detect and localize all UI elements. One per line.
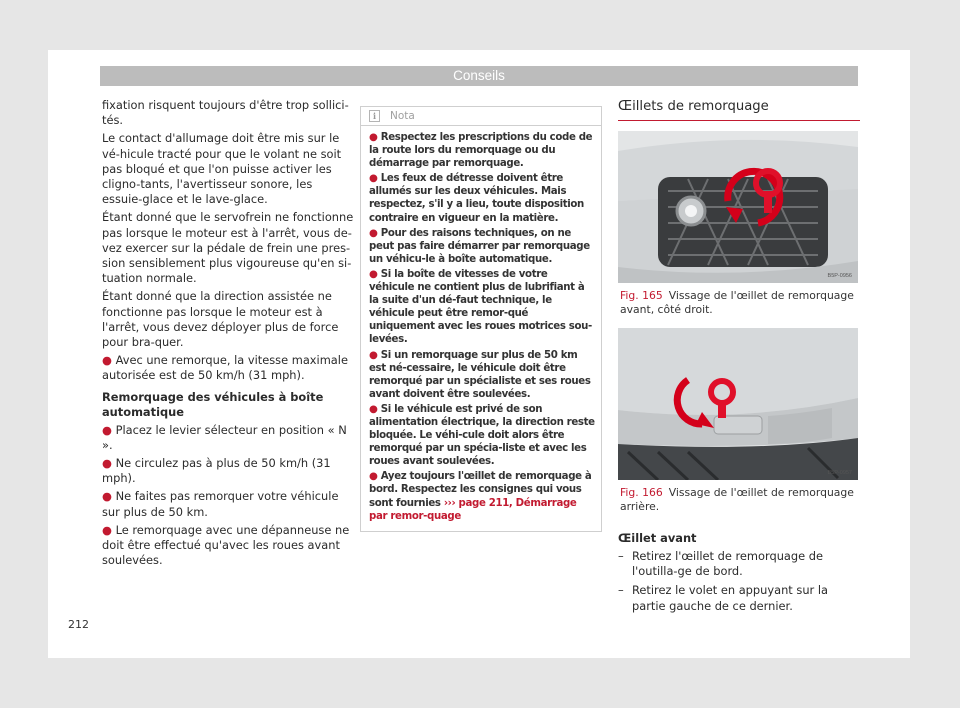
bullet-dot-icon: ●: [369, 173, 378, 185]
figure-caption: Fig. 165 Vissage de l'œillet de remorquage avant, côté droit.: [620, 289, 854, 316]
bullet-item: ● Ne circulez pas à plus de 50 km/h (31 mph).: [102, 456, 331, 486]
figure-front-tow-eye: [618, 131, 858, 283]
bullet-dot-icon: ●: [369, 349, 378, 361]
bullet-dot-icon: ●: [102, 422, 112, 437]
bullet-dot-icon: ●: [102, 456, 112, 471]
bullet-dot-icon: ●: [102, 353, 112, 368]
paragraph: fixation risquent toujours d'être trop sollici-tés.: [102, 98, 349, 128]
bullet-dot-icon: ●: [102, 489, 112, 504]
section-header: Conseils: [100, 66, 858, 86]
bullet-dot-icon: ●: [369, 268, 378, 280]
manual-page: [48, 50, 910, 658]
paragraph: Étant donné que le servofrein ne fonctionne pas lorsque le moteur est à l'arrêt, vous de-vez exercer sur la pédale de frein une pres-sion sensiblement plus vigoureuse qu'en si-tuation normale.: [102, 210, 354, 286]
bullet-item: ● Ne faites pas remorquer votre véhicule sur plus de 50 km.: [102, 489, 339, 519]
note-title: Nota: [390, 110, 415, 122]
note-item: ● Respectez les prescriptions du code de la route lors du remorquage ou du démarrage par remorquage.: [369, 132, 593, 170]
right-column: [618, 98, 860, 614]
figure-label: Fig. 165: [620, 289, 663, 302]
figure-code: B5P-0957: [827, 470, 852, 476]
info-icon: i: [369, 110, 380, 122]
note-box: [360, 106, 602, 532]
bullet-item: ● Placez le levier sélecteur en position « N ».: [102, 422, 347, 452]
bullet-dot-icon: ●: [102, 522, 112, 537]
front-bumper-illustration: [618, 131, 858, 283]
left-column: [102, 98, 354, 571]
subheading: Œillet avant: [618, 531, 697, 545]
paragraph: Le contact d'allumage doit être mis sur le vé-hicule tracté pour que le volant ne soit pas bloqué et que l'on puisse activer les cligno-tants, l'avertisseur sonore, les essuie-glace et le lave-glace.: [102, 131, 342, 207]
subheading: Remorquage des véhicules à boîte automatique: [102, 389, 324, 419]
figure-rear-tow-eye: [618, 328, 858, 480]
bullet-dot-icon: ●: [369, 471, 378, 483]
page-number: 212: [68, 618, 89, 631]
note-item: ● Ayez toujours l'œillet de remorquage à bord. Respectez les consignes qui vous sont fournies ››› page 211, Démarrage par remor-quage: [369, 471, 592, 522]
note-item: ● Si un remorquage sur plus de 50 km est né-cessaire, le véhicule doit être remorqué par un spécialiste et ses roues avant doivent être soulevées.: [369, 349, 591, 400]
instruction-step: – Retirez l'œillet de remorquage de l'outilla-ge de bord.: [618, 549, 823, 579]
bullet-dot-icon: ●: [369, 132, 378, 143]
figure-code: B5P-0956: [827, 273, 852, 279]
bullet-item: ● Le remorquage avec une dépanneuse ne doit être effectué qu'avec les roues avant soulevées.: [102, 522, 350, 568]
note-header: [361, 107, 601, 126]
note-item: ● Les feux de détresse doivent être allumés sur les deux véhicules. Mais respectez, s'il y a lieu, toute disposition contraire en vigueur en la matière.: [369, 173, 584, 224]
bullet-dot-icon: ●: [369, 403, 378, 415]
figure-caption: Fig. 166 Vissage de l'œillet de remorquage arrière.: [620, 486, 854, 513]
note-item: ● Si la boîte de vitesses de votre véhicule ne contient plus de lubrifiant à la suite d'un dé-faut technique, le véhicule peut être remor-qué uniquement avec les roues motrices sou-levées.: [369, 268, 592, 346]
note-body: [361, 126, 601, 523]
note-item: ● Si le véhicule est privé de son alimentation électrique, la direction reste bloquée. Le véhi-cule doit alors être remorqué par un spécia-liste et avec les roues avant soulevées.: [369, 403, 595, 468]
instruction-step: – Retirez le volet en appuyant sur la partie gauche de ce dernier.: [618, 583, 828, 613]
figure-label: Fig. 166: [620, 486, 663, 499]
paragraph: Étant donné que la direction assistée ne fonctionne pas lorsque le moteur est à l'arrêt, vous devez déployer plus de force pour bra-quer.: [102, 289, 339, 350]
note-item: ● Pour des raisons techniques, on ne peut pas faire démarrer par remorquage un véhicu-le à boîte automatique.: [369, 227, 590, 265]
bullet-dot-icon: ●: [369, 227, 378, 239]
bullet-item: ● Avec une remorque, la vitesse maximale autorisée est de 50 km/h (31 mph).: [102, 353, 348, 383]
section-title: Œillets de remorquage: [618, 98, 860, 121]
rear-bumper-illustration: [618, 328, 858, 480]
page-reference-link[interactable]: ››› page 211, Démarrage par remor-quage: [369, 497, 577, 522]
